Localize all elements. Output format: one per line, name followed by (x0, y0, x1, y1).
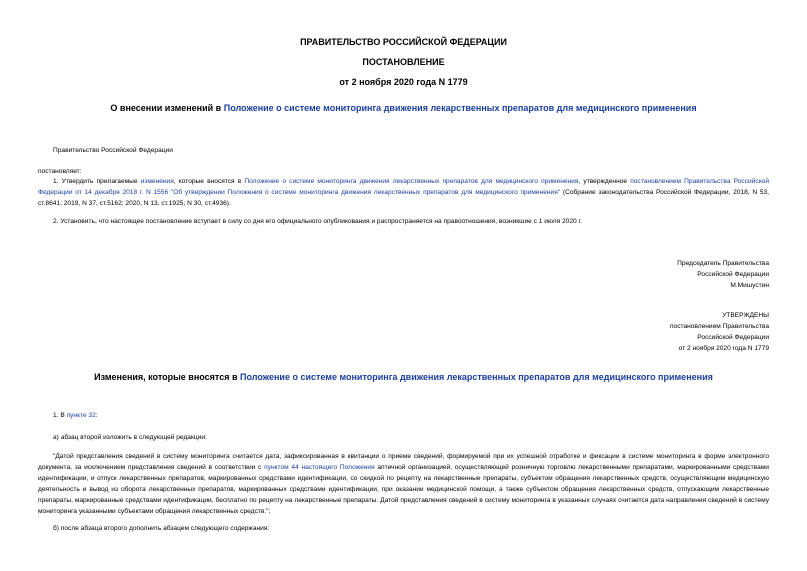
p1-text-a: 1. Утвердить прилагаемые (53, 178, 141, 185)
paragraph-1 (38, 176, 769, 209)
clause-32-link[interactable]: пункте 32 (66, 412, 96, 419)
p1-text-d: (Собрание законодательства Российской Федерации, 2018, N 53, ст.8641; 2019, N 37, ст.5162; 2020, N 13, ст.1925; N 30, ст.4936). (38, 189, 770, 207)
government-line: Правительство Российской Федерации (53, 147, 173, 154)
resolution-title (0, 103, 807, 113)
p1-link-resolution[interactable]: постановлением Правительства Российской Федерации от 14 декабря 2018 г. N 1556 "Об утверждении Положения о системе мониторинга движения лекарственных препаратов для медицинского применения" (38, 178, 769, 196)
quote-text-a: "Датой представления сведений в систему мониторинга считается дата, зафиксированная в квитанции о приеме сведений, формируемой при их успешной отработке и фиксации в системе мониторинга в форме электронного документа, за исключением представления сведений в соответствии с (38, 453, 769, 471)
resolution-title-link[interactable]: Положение о системе мониторинга движения лекарственных препаратов для медицинского применения (223, 103, 697, 113)
government-title: ПРАВИТЕЛЬСТВО РОССИЙСКОЙ ФЕДЕРАЦИИ (300, 37, 507, 47)
approved-block (469, 310, 769, 354)
quote-text-b: аптечной организацией, осуществляющей розничную торговлю лекарственными препаратами, маркированными средствами идентификации, и отпуск лекарственных препаратов, маркированных средствами идентификации, со скидкой по рецепту на лекарственные препараты, субъектом обращения лекарственных средств, осуществляющим медицинскую деятельность и вывод из оборота лекарственных препаратов, маркированных средствами идентификации, при оказании медицинской помощи, а также субъектом обращения лекарственных средств, отпускающим лекарственные препараты, маркированные средствами идентификации, бесплатно по рецепту на лекарственные препараты. Датой представления сведений в систему мониторинга в указанных случаях считается дата направления сведений в систему мониторинга указанными субъектами обращения лекарственных средств."; (38, 464, 769, 515)
clause-44-link[interactable]: пунктом 44 настоящего Положения (264, 464, 375, 471)
sub-item-b: б) после абзаца второго дополнить абзацем следующего содержания: (53, 525, 270, 532)
document-type: ПОСТАНОВЛЕНИЕ (362, 57, 445, 67)
approved-line-3: Российской Федерации (697, 334, 769, 341)
quoted-amendment (38, 451, 769, 517)
change-item-1 (53, 410, 98, 421)
approved-heading: УТВЕРЖДЕНЫ (722, 312, 769, 319)
p1-link-changes[interactable]: изменения (140, 178, 174, 185)
approved-line-4: от 2 ноября 2020 года N 1779 (678, 345, 769, 352)
p1-text-b: , которые вносятся в (173, 178, 245, 185)
changes-title-prefix: Изменения, которые вносятся в (94, 372, 240, 382)
decides-line: постановляет: (38, 168, 82, 175)
change-item-1-prefix: 1. В (53, 412, 67, 419)
p1-link-regulation[interactable]: Положение о системе мониторинга движения лекарственных препаратов для медицинского применения (244, 178, 579, 185)
document-date-number: от 2 ноября 2020 года N 1779 (339, 77, 468, 87)
signature-position: Председатель Правительства (677, 260, 769, 267)
resolution-title-prefix: О внесении изменений в (110, 103, 224, 113)
signature-name: М.Мишустин (730, 282, 769, 289)
approved-line-2: постановлением Правительства (669, 323, 769, 330)
signature-block (469, 258, 769, 291)
changes-title (0, 372, 807, 382)
paragraph-2: 2. Установить, что настоящее постановление вступает в силу со дня его официального опубликования и распространяется на правоотношения, возникшие с 1 июля 2020 г. (53, 218, 582, 225)
signature-country: Российской Федерации (697, 271, 769, 278)
changes-title-link[interactable]: Положение о системе мониторинга движения лекарственных препаратов для медицинского применения (240, 372, 713, 382)
sub-item-a: а) абзац второй изложить в следующей редакции: (53, 434, 207, 441)
p1-text-c: , утвержденное (578, 178, 631, 185)
change-item-1-suffix: : (95, 412, 98, 419)
